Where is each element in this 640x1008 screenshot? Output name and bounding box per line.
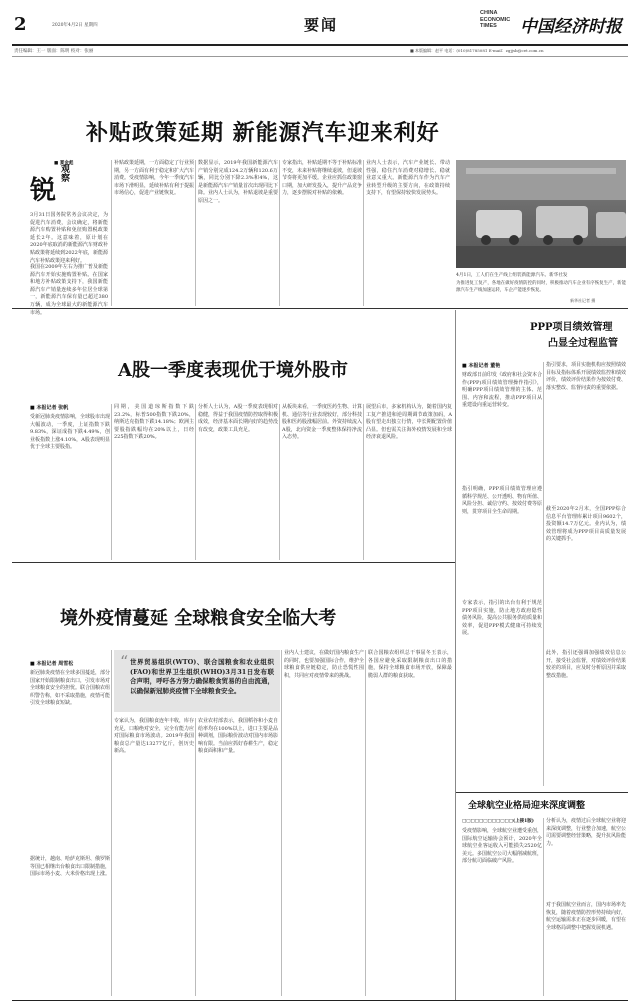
column-badge-label: 观察	[59, 164, 69, 182]
story3-para: 指引要求，项目实施机构应按照绩效目标及指标体系开展绩效监控和绩效评价，绩效评价结果作为按效付费、落实整改、监督问责的重要依据。	[546, 362, 627, 391]
story1-para: 3月31日国务院常务会议决定，为促进汽车消费，会议确定，将新能源汽车购置补贴和免征购置税政策延长2年。这意味着，原计划在2020年底取消的新能源汽车财政补贴政策将延续到2022年底，新能源汽车补贴政策迎来利好。	[30, 212, 108, 264]
column-rule	[195, 160, 196, 306]
column-rule	[111, 160, 112, 306]
story1-para: 专家指出，补贴延期不等于补贴标准不变，未来补贴将继续退坡，但退坡节奏将更加平缓。企业应抓住政策窗口期，加大研发投入，提升产品竞争力，逐步摆脱对补贴的依赖。	[282, 160, 363, 197]
subhead-rule	[12, 56, 628, 57]
column-rule	[279, 404, 280, 560]
section-rule	[456, 792, 628, 793]
column-badge	[30, 160, 76, 210]
column-rule	[543, 362, 544, 786]
story4-reporter: ■ 本报记者 周雪松	[30, 661, 74, 667]
masthead-rule	[12, 44, 628, 46]
column-badge-char: 锐	[30, 176, 57, 206]
story5-byline: □□□□□□□□□□□□(上接1版)	[462, 819, 534, 824]
story2-headline: A股一季度表现优于境外股市	[118, 360, 348, 381]
section-title: 要闻	[304, 16, 339, 34]
story3-headline-line2: 凸显全过程监管	[548, 338, 618, 349]
story3-para: 专家表示，指引的出台有利于规范PPP项目实施，防止地方政府隐性债务风险，提高公共服务供给质量和效率，促进PPP模式健康可持续发展。	[462, 600, 543, 637]
story4-para: 新冠肺炎疫情在全球多国蔓延，部分国家开始限制粮食出口，引发市场对全球粮食安全的担忧。联合国粮农组织警告称，如不采取措施，疫情可能引发全球粮食短缺。	[30, 670, 111, 707]
photo-caption: 4月1日，工人们在生产线上组装新能源汽车。新华社发	[456, 273, 568, 278]
story3-para: 指引明确，PPP项目绩效管理应遵循科学规范、公开透明、物有所值、风险分担、诚信守约、按效付费等原则，贯穿项目全生命周期。	[462, 486, 543, 515]
story4-para: 专家认为，我国粮食连年丰收，库存充足，口粮绝对安全，完全有能力应对国际粮食市场波动。2019年我国粮食总产量达13277亿斤，创历史新高。	[114, 718, 195, 755]
story3-headline-line1: PPP项目绩效管理	[530, 322, 613, 333]
editor-info-right: ■ 本版编辑：赵平 电话：(010)81785081 E-mail：zgjjsb@cet.com.cn	[410, 48, 544, 53]
story2-reporter: ■ 本报记者 张帆	[30, 405, 69, 411]
column-rule	[111, 404, 112, 560]
story5-para: 对于我国航空业而言，国内市场率先恢复，随着疫情防控形势持续向好，航空运输需求正在逐步回暖，有望在全球格局调整中把握发展机遇。	[546, 902, 627, 931]
quote-text: 世界贸易组织(WTO)、联合国粮食和农业组织(FAO)和世界卫生组织(WHO)3月31日发布联合声明，呼吁各方努力确保粮食贸易的自由流通，以确保新冠肺炎疫情下全球粮食安全。	[130, 658, 274, 695]
story4-para: 业内人士建议，在做好国内粮食生产的同时，也要加强国际合作，维护全球粮食供应链稳定，防止恐慌性囤积，共同应对疫情带来的挑战。	[284, 650, 365, 679]
quote-box	[114, 650, 280, 712]
story3-reporter: ■ 本报记者 董艳	[462, 363, 501, 369]
story2-para: 受新冠肺炎疫情影响，全球股市出现大幅波动，一季度，上证指数下跌9.83%，深证成指下跌4.49%，创业板指数上涨4.10%，A股表现明显优于全球主要股指。	[30, 414, 111, 451]
factory-photo-illustration	[456, 160, 626, 268]
story4-para: 联合国粮农组织总干事屈冬玉表示，各国应避免采取限制粮食出口的措施，保持全球粮食市场开放，保障最脆弱人群的粮食获取。	[368, 650, 452, 679]
story4-para: 农业农村部表示，我国稻谷和小麦自给率均在100%以上，进口主要是品种调剂，国际粮价波动对国内市场影响有限。当前应抓好春耕生产，稳定粮食面积和产量。	[198, 718, 279, 755]
story4-headline: 境外疫情蔓延 全球粮食安全临大考	[60, 608, 337, 629]
story5-para: 分析认为，疫情过后全球航空业将迎来深度调整，行业整合加速，航空公司需要调整经营策略，提升抗风险能力。	[546, 818, 627, 847]
column-rule	[281, 650, 282, 996]
story3-para: 财政部日前印发《政府和社会资本合作(PPP)项目绩效管理操作指引》，明确PPP项目绩效管理的主体、范围、内容和流程，推动PPP项目从重建设向重运营转变。	[462, 372, 543, 409]
english-masthead: CHINA ECONOMIC TIMES	[480, 10, 511, 29]
photo-note: 为推进复工复产，各地在做好疫情防控的同时，积极推动汽车企业有序恢复生产，新能源汽车生产线加速运转，车企产能逐步恢复。	[456, 281, 626, 293]
story2-para: 同期，美国道琼斯指数下跌23.2%，标普500指数下跌20%，纳斯达克指数下跌14.18%；欧洲主要股指跌幅均在20%以上，日经225指数下跌20%。	[114, 404, 194, 441]
story2-para: 展望后市，多家机构认为，随着国内复工复产推进和逆周期调节政策加码，A股有望走出独立行情，中长期配置价值凸显。但也需关注海外疫情发展和全球经济衰退风险。	[366, 404, 452, 441]
section-rule	[12, 562, 455, 563]
newspaper-logo: 中国经济时报	[520, 17, 622, 37]
story1-headline: 补贴政策延期 新能源汽车迎来利好	[86, 120, 440, 146]
page-number: 2	[14, 14, 27, 35]
column-rule	[195, 718, 196, 996]
story2-para: 从板块来看，一季度医药生物、计算机、通信等行业表现较好，部分科技股和医药股涨幅居前。外资持续流入A股，北向资金一季度整体保持净流入态势。	[282, 404, 363, 441]
editor-info-left: 责任编辑：王一 版面：陈明 校对：张丽	[14, 49, 94, 54]
column-rule	[363, 404, 364, 560]
issue-date: 2020年4月2日 星期四	[52, 23, 98, 28]
column-rule	[279, 160, 280, 306]
story4-para: 据统计，越南、哈萨克斯坦、俄罗斯等国已相继出台粮食出口限制措施，国际市场小麦、大米价格出现上涨。	[30, 856, 111, 878]
section-divider	[455, 310, 456, 1000]
story1-reporter: ■ 夏金彪	[54, 161, 74, 166]
photo-credit: 新华社记者 摄	[570, 298, 596, 303]
story3-para: 此外，指引还强调加强绩效信息公开，接受社会监督，对绩效评价结果较差的项目，应及时分析原因并采取整改措施。	[546, 650, 627, 679]
column-rule	[195, 404, 196, 560]
story1-para: 业内人士表示，汽车产业链长、带动性强，稳住汽车消费对稳增长、稳就业意义重大。新能源汽车作为汽车产业转型升级的主要方向，在政策持续支持下，有望保持较快发展势头。	[366, 160, 450, 197]
story5-para: 受疫情影响，全球航空业遭受重创，国际航空运输协会预计，2020年全球航空业客运收入可能损失2520亿美元。多国航空公司大幅削减航班，部分航司面临破产风险。	[462, 828, 543, 865]
story1-para: 补贴政策延期，一方面稳定了行业预期，另一方面有利于稳定和扩大汽车消费。受疫情影响，今年一季度汽车市场下滑明显，延续补贴有利于提振市场信心，促进产业链恢复。	[114, 160, 195, 197]
column-rule	[363, 160, 364, 306]
story2-para: 分析人士认为，A股一季度表现相对稳健，得益于我国疫情防控取得积极成效，经济基本面长期向好的趋势没有改变，政策工具充足。	[198, 404, 279, 433]
story5-headline: 全球航空业格局迎来深度调整	[468, 801, 586, 811]
page-bottom-rule	[12, 1000, 628, 1001]
story1-photo	[456, 160, 626, 268]
section-rule	[12, 308, 628, 309]
story1-para: 我国在2009年左右为推广普及新能源汽车开始实施购置补贴。在国家和地方补贴政策支持下，我国新能源汽车产销量连续多年位居全球第一，新能源汽车保有量已超过380万辆，成为全球最大的新能源汽车市场。	[30, 264, 108, 316]
column-rule	[111, 650, 112, 996]
column-rule	[365, 650, 366, 996]
quote-mark-icon: “	[120, 652, 129, 671]
story3-para: 截至2020年2月末，全国PPP综合信息平台管理库累计项目9602个，投资额14.7万亿元。业内认为，绩效管理将成为PPP项目高质量发展的关键抓手。	[546, 506, 626, 543]
column-rule	[543, 818, 544, 996]
story1-para: 数据显示，2019年我国新能源汽车产销分别完成124.2万辆和120.6万辆，同比分别下降2.3%和4%，这是新能源汽车产销量首次出现同比下降。业内人士认为，补贴退坡是重要原因之一。	[198, 160, 279, 204]
